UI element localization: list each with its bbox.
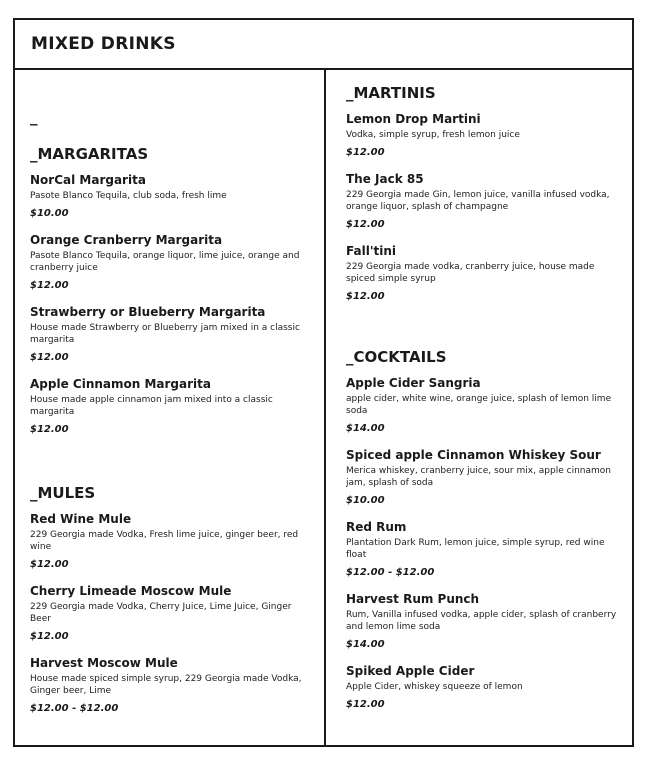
item-name: Orange Cranberry Margarita [30, 233, 223, 247]
item-description: 229 Georgia made Gin, lemon juice, vanilla infused vodka, orange liquor, splash of champagne [346, 190, 610, 212]
item-description: House made apple cinnamon jam mixed into a classic margarita [30, 395, 273, 417]
item-price: $10.00 [30, 208, 69, 219]
item-price: $14.00 [346, 423, 385, 434]
item-price: $10.00 [346, 495, 385, 506]
item-description: Vodka, simple syrup, fresh lemon juice [346, 130, 520, 140]
menu-item [30, 173, 308, 220]
item-price: $14.00 [346, 639, 385, 650]
item-description: 229 Georgia made Vodka, Fresh lime juice, ginger beer, red wine [30, 530, 299, 552]
item-name: Spiced apple Cinnamon Whiskey Sour [346, 448, 601, 462]
menu-item [30, 512, 308, 571]
menu-item [346, 244, 622, 303]
item-name: Lemon Drop Martini [346, 112, 481, 126]
menu-item [346, 172, 622, 231]
item-description: Plantation Dark Rum, lemon juice, simple syrup, red wine float [346, 538, 605, 560]
item-price: $12.00 [30, 559, 69, 570]
item-description: House made Strawberry or Blueberry jam mixed in a classic margarita [30, 323, 300, 345]
item-description: Pasote Blanco Tequila, orange liquor, lime juice, orange and cranberry juice [30, 251, 300, 273]
item-description: Merica whiskey, cranberry juice, sour mix, apple cinnamon jam, splash of soda [346, 466, 611, 488]
item-price: $12.00 [30, 280, 69, 291]
menu-item [346, 592, 622, 651]
item-price: $12.00 - $12.00 [30, 703, 119, 714]
item-name: Red Rum [346, 520, 407, 534]
menu-item [30, 305, 308, 364]
item-description: Pasote Blanco Tequila, club soda, fresh lime [30, 191, 227, 201]
menu-item [30, 656, 308, 715]
menu-item [346, 448, 622, 507]
menu-header [15, 20, 632, 70]
cocktails-section [346, 348, 622, 724]
item-price: $12.00 [346, 219, 385, 230]
mules-section [30, 484, 308, 728]
item-price: $12.00 [346, 699, 385, 710]
menu-box [13, 18, 634, 747]
menu-item [30, 377, 308, 436]
item-price: $12.00 [30, 631, 69, 642]
item-name: Strawberry or Blueberry Margarita [30, 305, 266, 319]
item-description: apple cider, white wine, orange juice, splash of lemon lime soda [346, 394, 612, 416]
menu-item [30, 233, 308, 292]
menu-item [30, 584, 308, 643]
item-name: Cherry Limeade Moscow Mule [30, 584, 232, 598]
margaritas-title: _MARGARITAS [30, 145, 149, 163]
placeholder-title: _ [30, 108, 38, 126]
menu-item [346, 376, 622, 435]
item-description: Apple Cider, whiskey squeeze of lemon [346, 682, 523, 692]
item-name: Spiked Apple Cider [346, 664, 475, 678]
item-name: Red Wine Mule [30, 512, 132, 526]
item-name: The Jack 85 [346, 172, 424, 186]
item-price: $12.00 [346, 291, 385, 302]
item-price: $12.00 [346, 147, 385, 158]
item-name: Harvest Rum Punch [346, 592, 480, 606]
item-price: $12.00 - $12.00 [346, 567, 435, 578]
menu-title: MIXED DRINKS [31, 34, 176, 54]
item-description: House made spiced simple syrup, 229 Georgia made Vodka, Ginger beer, Lime [30, 674, 302, 696]
item-description: 229 Georgia made vodka, cranberry juice, house made spiced simple syrup [346, 262, 595, 284]
item-name: NorCal Margarita [30, 173, 146, 187]
placeholder-section [30, 108, 308, 136]
item-name: Harvest Moscow Mule [30, 656, 178, 670]
martinis-section [346, 84, 622, 316]
mules-title: _MULES [30, 484, 96, 502]
menu-item [346, 112, 622, 159]
item-price: $12.00 [30, 424, 69, 435]
column-divider [324, 68, 326, 745]
item-price: $12.00 [30, 352, 69, 363]
cocktails-title: _COCKTAILS [346, 348, 447, 366]
menu-item [346, 520, 622, 579]
item-name: Apple Cinnamon Margarita [30, 377, 211, 391]
margaritas-section [30, 145, 308, 449]
item-name: Apple Cider Sangria [346, 376, 481, 390]
menu-item [346, 664, 622, 711]
item-name: Fall'tini [346, 244, 396, 258]
item-description: 229 Georgia made Vodka, Cherry Juice, Lime Juice, Ginger Beer [30, 602, 292, 624]
martinis-title: _MARTINIS [346, 84, 436, 102]
item-description: Rum, Vanilla infused vodka, apple cider, splash of cranberry and lemon lime soda [346, 610, 617, 632]
